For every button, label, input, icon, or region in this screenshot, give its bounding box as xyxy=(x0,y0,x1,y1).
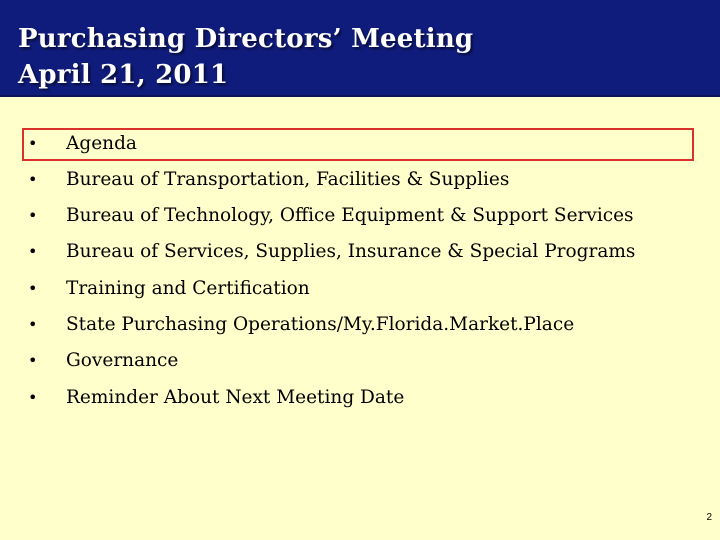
agenda-item-agenda xyxy=(0,129,720,159)
bullet-icon: • xyxy=(28,388,38,407)
bullet-icon: • xyxy=(28,170,38,189)
agenda-item-label: Reminder About Next Meeting Date xyxy=(66,387,405,408)
agenda-item-label: Agenda xyxy=(66,133,137,154)
agenda-item-reminder xyxy=(0,383,720,413)
bullet-icon: • xyxy=(28,206,38,225)
title-bar xyxy=(0,0,720,97)
bullet-icon: • xyxy=(28,279,38,298)
agenda-item-label: Training and Certification xyxy=(66,278,310,299)
bullet-icon: • xyxy=(28,351,38,370)
agenda-item-label: Bureau of Transportation, Facilities & Supplies xyxy=(66,169,510,190)
agenda-item-services xyxy=(0,237,720,267)
agenda-item-state-purchasing xyxy=(0,310,720,340)
agenda-item-training xyxy=(0,274,720,304)
agenda-item-technology xyxy=(0,201,720,231)
bullet-icon: • xyxy=(28,315,38,334)
bullet-icon: • xyxy=(28,242,38,261)
agenda-item-label: Bureau of Technology, Office Equipment & Support Services xyxy=(66,205,634,226)
agenda-item-label: State Purchasing Operations/My.Florida.Market.Place xyxy=(66,314,575,335)
slide-title: Purchasing Directors’ Meeting xyxy=(18,24,474,54)
agenda-item-label: Governance xyxy=(66,350,179,371)
agenda-item-label: Bureau of Services, Supplies, Insurance & Special Programs xyxy=(66,241,636,262)
page-number: 2 xyxy=(706,512,712,523)
bullet-icon: • xyxy=(28,134,38,153)
slide-date: April 21, 2011 xyxy=(18,60,229,90)
agenda-item-transportation xyxy=(0,165,720,195)
agenda-item-governance xyxy=(0,346,720,376)
